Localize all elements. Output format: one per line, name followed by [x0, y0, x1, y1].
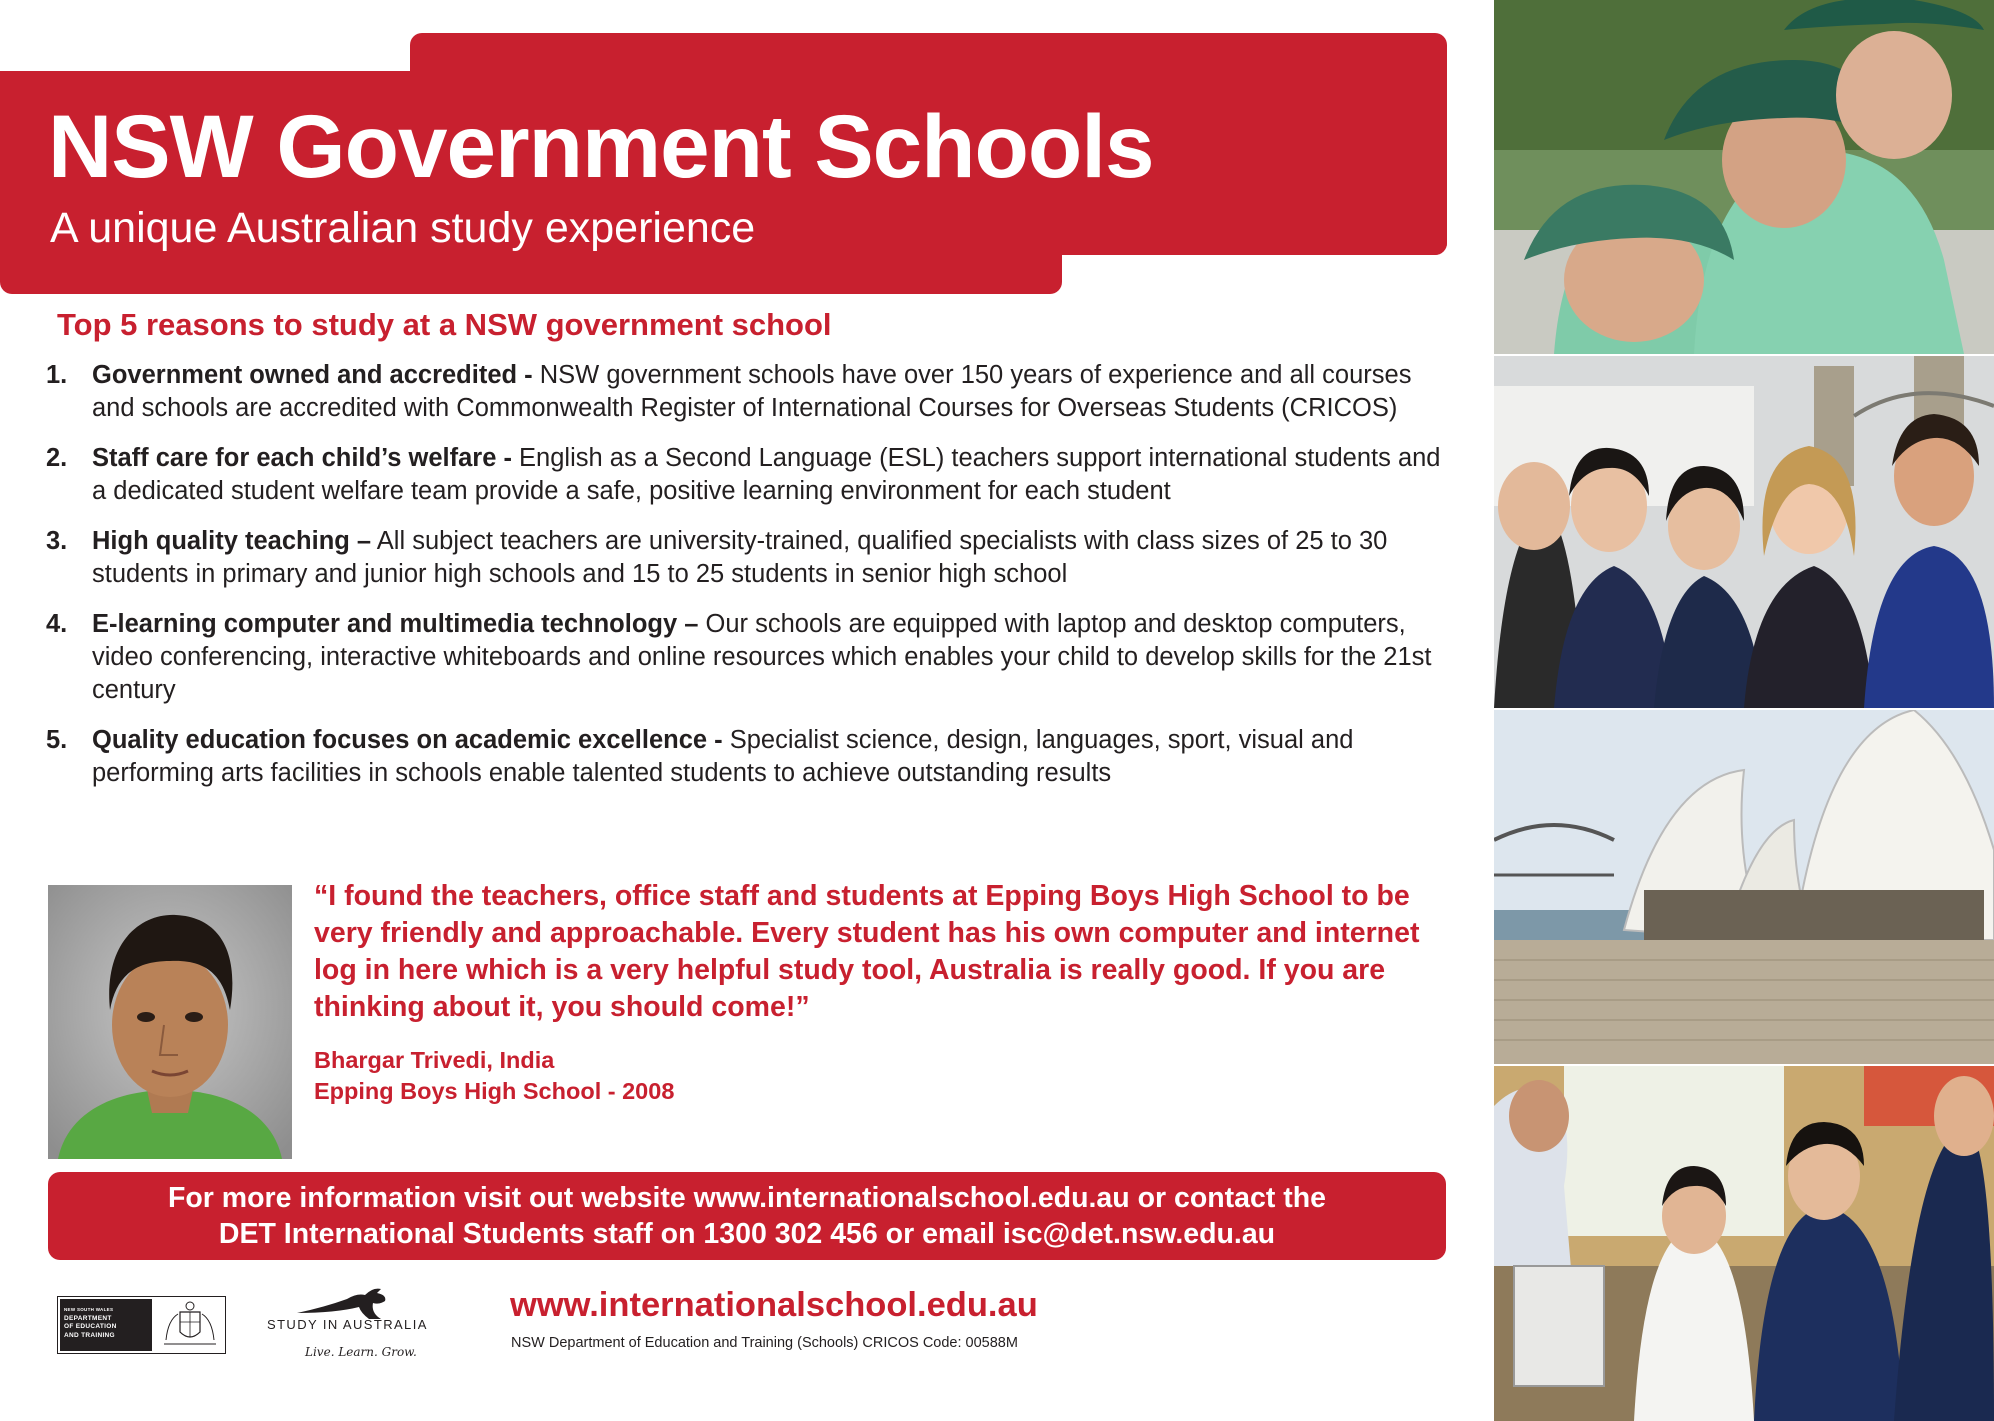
- reason-item: [44, 442, 1444, 508]
- contact-line: DET International Students staff on 1300 302 456 or email isc@det.nsw.edu.au: [218, 1218, 1276, 1250]
- students-harbour-photo: [1494, 356, 1994, 708]
- reason-item: [44, 724, 1444, 790]
- testimonial-author: [314, 1045, 674, 1107]
- det-logo-line: OF EDUCATION: [64, 1323, 117, 1330]
- page-subtitle: A unique Australian study experience: [50, 204, 756, 252]
- study-in-australia-logo: [265, 1283, 460, 1365]
- author-name: Bhargar Trivedi, India: [314, 1047, 555, 1073]
- study-in-australia-tagline: Live. Learn. Grow.: [305, 1345, 417, 1359]
- reason-number: 4.: [46, 610, 68, 638]
- det-logo-line: NEW SOUTH WALES: [64, 1307, 114, 1312]
- reason-text: Our schools are equipped with laptop and desktop computers, video conferencing, interactive whiteboards and online resources which enables your child to develop skills for the 21st century: [92, 610, 1432, 704]
- opera-house-photo: [1494, 710, 1994, 1064]
- reason-text: English as a Second Language (ESL) teachers support international students and a dedicated student welfare team provide a safe, positive learning environment for each student: [92, 444, 1441, 505]
- footer-cricos: NSW Department of Education and Training (Schools) CRICOS Code: 00588M: [511, 1335, 1018, 1351]
- nsw-crest-icon: [158, 1300, 222, 1350]
- reason-item: [44, 525, 1444, 591]
- reason-text: All subject teachers are university-trained, qualified specialists with class sizes of 25 to 30 students in primary and junior high schools and 15 to 25 students in senior high school: [92, 527, 1388, 588]
- classroom-photo: [1494, 1066, 1994, 1421]
- reason-text: NSW government schools have over 150 years of experience and all courses and schools are accredited with Commonwealth Register of International Courses for Overseas Students (CRICOS): [92, 361, 1412, 422]
- photo-column: [1494, 0, 1994, 1421]
- students-hats-photo: [1494, 0, 1994, 354]
- reason-item: [44, 359, 1444, 425]
- reasons-heading: Top 5 reasons to study at a NSW government school: [57, 307, 832, 342]
- reason-number: 2.: [46, 444, 68, 472]
- author-school: Epping Boys High School - 2008: [314, 1078, 675, 1104]
- reason-title: Government owned and accredited -: [92, 361, 533, 389]
- reason-item: [44, 608, 1444, 707]
- contact-line: For more information visit out website www.internationalschool.edu.au or contact the: [167, 1182, 1327, 1214]
- study-in-australia-text: STUDY IN AUSTRALIA: [267, 1317, 428, 1332]
- reason-title: E-learning computer and multimedia technology –: [92, 610, 699, 638]
- det-logo-text: [60, 1299, 152, 1351]
- footer-website-link[interactable]: www.internationalschool.edu.au: [510, 1286, 1038, 1324]
- testimonial-quote: “I found the teachers, office staff and students at Epping Boys High School to be very friendly and approachable. Every student has his own computer and internet log in here which is a very helpful study tool, Australia is really good. If you are thinking about it, you should come!”: [314, 880, 1420, 1023]
- reason-number: 1.: [46, 361, 68, 389]
- reason-number: 5.: [46, 726, 68, 754]
- contact-bar: [48, 1172, 1446, 1260]
- page-title: NSW Government Schools: [48, 96, 1154, 196]
- reasons-list: [44, 359, 1444, 807]
- det-logo-line: DEPARTMENT: [64, 1314, 112, 1322]
- reason-title: Quality education focuses on academic excellence -: [92, 726, 723, 754]
- det-logo: [57, 1296, 226, 1354]
- det-logo-line: AND TRAINING: [64, 1331, 115, 1339]
- reason-text: Specialist science, design, languages, sport, visual and performing arts facilities in schools enable talented students to achieve outstanding results: [92, 726, 1354, 787]
- reason-title: Staff care for each child’s welfare -: [92, 444, 512, 472]
- student-photo: [48, 885, 292, 1159]
- reason-number: 3.: [46, 527, 68, 555]
- reason-title: High quality teaching –: [92, 527, 372, 555]
